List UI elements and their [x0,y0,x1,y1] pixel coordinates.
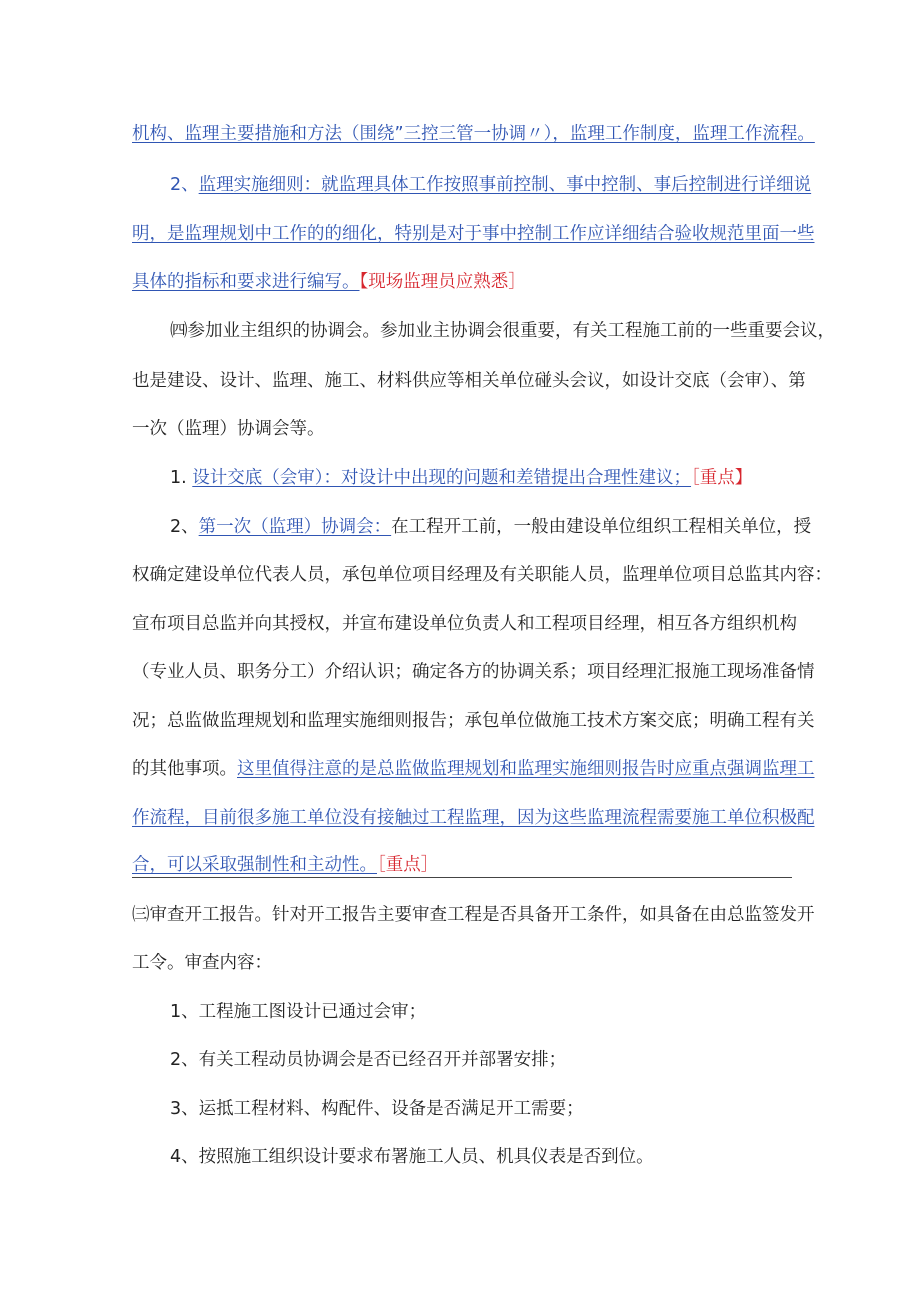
text-span: 合，可以采取强制性和主动性。 [132,855,377,875]
list-item: 3、运抵工程材料、构配件、设备是否满足开工需要； [170,1099,584,1119]
text-span: 设计交底（会审）：对设计中出现的问题和差错提出合理性建议； [192,468,692,488]
item-number: 2、 [170,175,199,195]
item-number: 1. [170,468,187,488]
list-item-design-disclosure [170,465,752,491]
text-span: 在工程开工前，一般由建设单位组织工程相关单位，授 [391,517,812,537]
paragraph-monitoring-rules [170,172,811,198]
text-line: 作流程，目前很多施工单位没有接触过工程监理，因为这些监理流程需要施工单位积极配 [132,808,815,828]
text-line: 机构、监理主要措施和方法（围绕”三控三管一协调〃），监理工作制度，监理工作流程。 [132,124,815,144]
text-line: 一次（监理）协调会等。 [132,419,325,439]
text-span: 这里值得注意的是总监做监理规划和监理实施细则报告时应重点强调监理工 [237,759,815,779]
text-line: 也是建设、设计、监理、施工、材料供应等相关单位碰头会议，如设计交底（会审）、第 [132,371,806,391]
text-line [132,269,526,295]
text-line: （专业人员、职务分工）介绍认识；确定各方的协调关系；项目经理汇报施工现场准备情 [132,662,815,682]
text-line [132,852,438,878]
text-line [132,756,815,782]
paragraph-coordination-meeting: ㈣参加业主组织的协调会。参加业主协调会很重要，有关工程施工前的一些重要会议， [170,321,835,341]
text-line: 监理实施细则：就监理具体工作按照事前控制、事中控制、事后控制进行详细说 [198,175,812,195]
emphasis-tag: ［重点］ [377,855,439,875]
list-item: 2、有关工程动员协调会是否已经召开并部署安排； [170,1050,567,1070]
paragraph-start-report: ㈢审查开工报告。针对开工报告主要审查工程是否具备开工条件，如具备在由总监签发开 [132,905,815,925]
item-number: 2、 [170,517,199,537]
text-span: 的其他事项。 [132,759,237,779]
text-line: 权确定建设单位代表人员，承包单位项目经理及有关职能人员，监理单位项目总监其内容： [132,565,832,585]
text-line: 宣布项目总监并向其授权，并宣布建设单位负责人和工程项目经理，相互各方组织机构 [132,614,797,634]
emphasis-tag: 【现场监理员应熟悉］ [359,272,526,292]
text-line: 明，是监理规划中工作的的细化，特别是对于事中控制工作应详细结合验收规范里面一些 [132,224,815,244]
emphasis-tag: ［重点】 [691,468,753,488]
list-item-first-meeting [170,514,811,540]
list-item: 1、工程施工图设计已通过会审； [170,1002,427,1022]
horizontal-rule [132,877,792,878]
text-span: 第一次（监理）协调会： [198,517,392,537]
list-item: 4、按照施工组织设计要求布署施工人员、机具仪表是否到位。 [170,1147,654,1167]
text-line: 工令。审查内容： [132,953,272,973]
text-span: 具体的指标和要求进行编写。 [132,272,360,292]
text-line: 况；总监做监理规划和监理实施细则报告；承包单位做施工技术方案交底；明确工程有关 [132,711,815,731]
